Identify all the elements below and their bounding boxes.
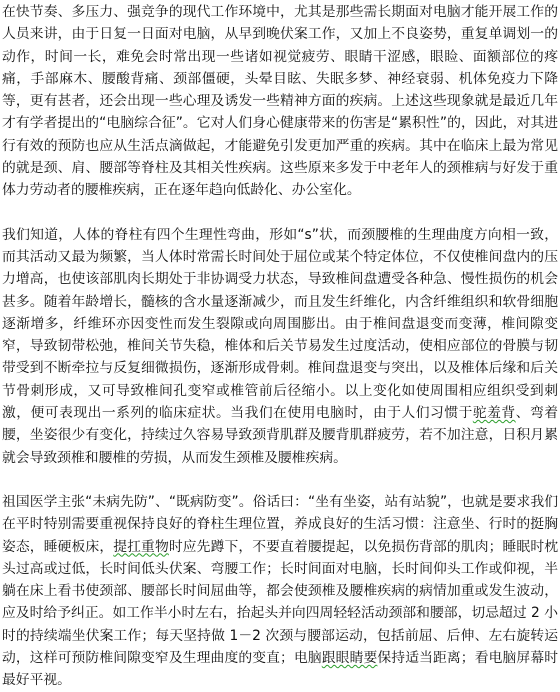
paragraph-2-text-b: 、弯着腰，坐姿很少有变化，持续过久容易导致颈背肌群及腰背肌群疲劳，若不加注意，日积月累就会导致颈椎和腰椎的劳损，从而发生颈椎及腰椎疾病。 (2, 405, 559, 466)
paragraph-gap (2, 202, 558, 224)
spellcheck-underlined-phrase: 提扛重物 (113, 538, 169, 555)
spellcheck-underlined-word: 驼羞背 (472, 405, 516, 422)
paragraph-2 (2, 224, 558, 469)
paragraph-gap (2, 469, 558, 491)
paragraph-3-text-c: 保持适当距离；看电脑屏幕时最好平视。 (2, 650, 559, 689)
paragraph-3 (2, 491, 558, 692)
paragraph-3-text-a: 祖国医学主张“未病先防”、“既病防变”。俗话曰：“坐有坐姿，站有站貌”，也就是要求我们在平时特别需要重视保持良好的脊柱生理位置，养成良好的生活习惯：注意坐、行时的挺胸姿态，睡硬板床， (2, 493, 558, 555)
paragraph-1-text: 在快节奏、多压力、强竞争的现代工作环境中，尤其是那些需长期面对电脑才能开展工作的人员来讲，由于日复一日面对电脑，从早到晚伏案工作，又加上不良姿势，重复单调划一的动作，时间一长，难免会时常出现一些诸如视觉疲劳、眼睛干涩感，眼睑、面额部位的疼痛，手部麻木、腰酸背痛、颈部僵硬，头晕目眩、失眠多梦、神经衰弱、机体免疫力下降等，更有甚者，还会出现一些心理及诱发一些精神方面的疾病。上述这些现象就是最近几年才有学者提出的“电脑综合征”。它对人们身心健康带来的伤害是“累积性”的，因此，对其进行有效的预防也应从生活点滴做起，才能避免引发更加严重的疾病。其中在临床上最为常见的就是颈、肩、腰部等脊柱及其相关性疾病。这些原来多发于中老年人的颈椎病与好发于重体力劳动者的腰椎疾病，正在逐年趋向低龄化、办公室化。 (2, 4, 558, 199)
paragraph-1 (2, 1, 558, 202)
spellcheck-underlined-phrase-2: 跟眼睛要 (321, 650, 378, 667)
paragraph-3-text-b: 时应先蹲下，不要直着腰提起，以免损伤背部的肌肉；睡眠时枕头过高或过低，长时间低头伏案、弯腰工作；长时间面对电脑，长时间仰头工作或仰视，半躺在床上看书使颈部、腰部长时间屈曲等，都会使颈椎及腰椎疾病的病情加重或发生波动，应及时给予纠正。如工作半小时左右，抬起头并向四周轻轻活动颈部和腰部，切忌超过 2 小时的持续端坐伏案工作；每天坚持做 1－2 次颈与腰部运动，包括前屈、后伸、左右旋转运动，这样可预防椎间隙变窄及生理曲度的变直；电脑 (2, 538, 559, 667)
paragraph-2-text-a: 我们知道，人体的脊柱有四个生理性弯曲，形如“s”状，而颈腰椎的生理曲度方向相一致，而其活动又最为频繁，当人体时常需长时间处于屈位或某个特定体位，不仅使椎间盘内的压力增高，也使该部肌肉长期处于非协调受力状态，导致椎间盘遭受各种急、慢性损伤的机会甚多。随着年龄增长，髓核的含水量逐渐减少，而且发生纤维化，内含纤维组织和软骨细胞逐渐增多，纤维环亦因变性而发生裂隙或向周围膨出。由于椎间盘退变而变薄，椎间隙变窄，导致韧带松弛，椎间关节失稳，椎体和后关节易发生过度活动，使相应部位的骨膜与韧带受到不断牵拉与反复细微损伤，逐渐形成骨刺。椎间盘退变与突出，以及椎体后缘和后关节骨刺形成，又可导致椎间孔变窄或椎管前后径缩小。以上变化如使周围相应组织受到刺激，便可表现出一系列的临床症状。当我们在使用电脑时，由于人们习惯于 (2, 226, 558, 422)
